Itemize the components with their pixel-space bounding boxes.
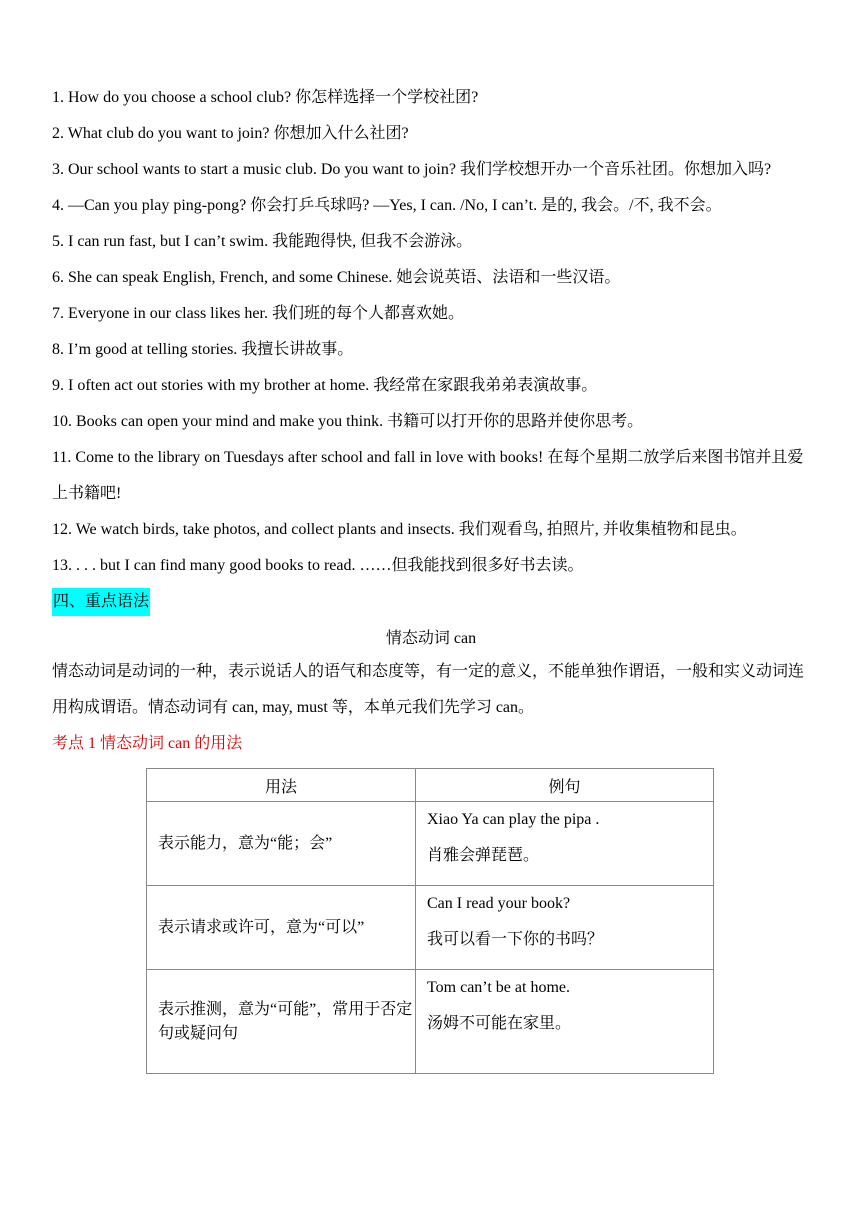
example-cell bbox=[416, 802, 714, 886]
table-row bbox=[147, 802, 714, 886]
sentence-list bbox=[52, 80, 810, 584]
example-english: Tom can’t be at home. bbox=[427, 979, 570, 996]
example-cell bbox=[416, 886, 714, 970]
table-header-usage: 用法 bbox=[147, 769, 416, 802]
section-heading: 四、重点语法 bbox=[52, 588, 150, 616]
example-chinese: 汤姆不可能在家里。 bbox=[427, 1015, 572, 1032]
sentence-1: 1. How do you choose a school club? 你怎样选择一个学校社团? bbox=[52, 89, 479, 106]
usage-cell: 表示能力，意为“能；会” bbox=[147, 802, 416, 886]
intro-paragraph: 情态动词是动词的一种，表示说话人的语气和态度等，有一定的意义，不能单独作谓语，一般和实义动词连用构成谓语。情态动词有 can, may, must 等，本单元我们先学习 can。 bbox=[52, 663, 805, 716]
sentence-3: 3. Our school wants to start a music club. Do you want to join? 我们学校想开办一个音乐社团。你想加入吗? bbox=[52, 161, 772, 178]
sentence-11: 11. Come to the library on Tuesdays after school and fall in love with books! 在每个星期二放学后来图书馆并且爱上书籍吧! bbox=[52, 449, 804, 502]
usage-cell: 表示推测，意为“可能”，常用于否定句或疑问句 bbox=[147, 970, 416, 1074]
example-english: Can I read your book? bbox=[427, 895, 571, 912]
usage-table bbox=[146, 768, 714, 1074]
table-row bbox=[147, 970, 714, 1074]
example-cell bbox=[416, 970, 714, 1074]
example-chinese: 肖雅会弹琵琶。 bbox=[427, 847, 540, 864]
sentence-5: 5. I can run fast, but I can’t swim. 我能跑得快, 但我不会游泳。 bbox=[52, 233, 473, 250]
sentence-13: 13. . . . but I can find many good books to read. ……但我能找到很多好书去读。 bbox=[52, 557, 584, 574]
table-header-row bbox=[147, 769, 714, 802]
sentence-2: 2. What club do you want to join? 你想加入什么社团? bbox=[52, 125, 409, 142]
usage-cell: 表示请求或许可，意为“可以” bbox=[147, 886, 416, 970]
sentence-4: 4. —Can you play ping-pong? 你会打乒乓球吗? —Yes, I can. /No, I can’t. 是的, 我会。/不, 我不会。 bbox=[52, 197, 722, 214]
table-header-example: 例句 bbox=[416, 769, 714, 802]
sentence-12: 12. We watch birds, take photos, and collect plants and insects. 我们观看鸟, 拍照片, 并收集植物和昆虫。 bbox=[52, 521, 747, 538]
table-row bbox=[147, 886, 714, 970]
sentence-7: 7. Everyone in our class likes her. 我们班的每个人都喜欢她。 bbox=[52, 305, 464, 322]
key-point-heading: 考点 1 情态动词 can 的用法 bbox=[52, 735, 243, 752]
example-chinese: 我可以看一下你的书吗？ bbox=[427, 931, 604, 948]
grammar-title: 情态动词 can bbox=[385, 630, 477, 647]
sentence-9: 9. I often act out stories with my brother at home. 我经常在家跟我弟弟表演故事。 bbox=[52, 377, 598, 394]
sentence-6: 6. She can speak English, French, and some Chinese. 她会说英语、法语和一些汉语。 bbox=[52, 269, 621, 286]
example-english: Xiao Ya can play the pipa . bbox=[427, 811, 600, 828]
sentence-10: 10. Books can open your mind and make you think. 书籍可以打开你的思路并使你思考。 bbox=[52, 413, 644, 430]
sentence-8: 8. I’m good at telling stories. 我擅长讲故事。 bbox=[52, 341, 354, 358]
document-page bbox=[52, 80, 810, 1074]
